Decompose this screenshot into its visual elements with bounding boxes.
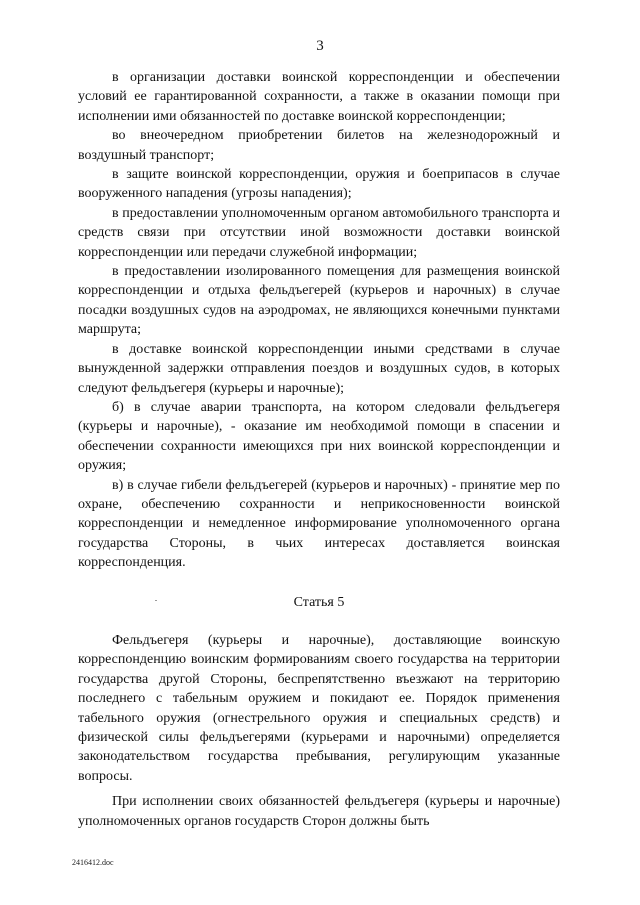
paragraph: в) в случае гибели фельдъегерей (курьеров и нарочных) - принятие мер по охране, обеспечению сохранности и неприкосновенности воинской корреспонденции и немедленное информирование уполномоченного органа государства Стороны, в чьих интересах доставляется воинская корреспонденция. xyxy=(78,477,560,571)
spacer xyxy=(78,573,560,593)
paragraph: б) в случае аварии транспорта, на котором следовали фельдъегеря (курьеры и нарочные), - оказание им необходимой помощи в спасении и обеспечении сохранности имеющихся при них воинской корреспонденции и оружия; xyxy=(78,399,560,474)
footer-filename: 2416412.doc xyxy=(72,858,114,867)
page-number: 3 xyxy=(316,38,324,54)
paragraph: в доставке воинской корреспонденции иными средствами в случае вынужденной задержки отправления поездов и воздушных судов, в которых следуют фельдъегеря (курьеры и нарочные); xyxy=(78,341,560,396)
paragraph: Фельдъегеря (курьеры и нарочные), доставляющие воинскую корреспонденцию воинским формированиям своего государства на территории государства другой Стороны, беспрепятственно въезжают на территорию последнего с табельным оружием и покидают ее. Порядок применения табельного оружия (огнестрельного оружия и специальных средств) и физической силы фельдъегерями (курьерами и нарочными) определяется законодательством государства пребывания, регулирующим указанные вопросы. xyxy=(78,632,560,784)
spacer xyxy=(78,612,560,631)
paragraph: в организации доставки воинской корреспонденции и обеспечении условий ее гарантированной сохранности, а также в оказании помощи при исполнении ими обязанностей по доставке воинской корреспонденции; xyxy=(78,70,560,124)
paragraph: во внеочередном приобретении билетов на железнодорожный и воздушный транспорт; xyxy=(78,128,560,163)
scan-speck xyxy=(155,600,157,601)
paragraph: в предоставлении изолированного помещения для размещения воинской корреспонденции и отдыха фельдъегерей (курьеров и нарочных) в случае посадки воздушных судов на аэродромах, не являющихся конечными пунктами маршрута; xyxy=(78,264,560,338)
article-heading: Статья 5 xyxy=(293,594,345,610)
paragraph: в предоставлении уполномоченным органом автомобильного транспорта и средств связи при отсутствии иной возможности доставки воинской корреспонденции или передачи служебной информации; xyxy=(78,205,560,260)
paragraph: в защите воинской корреспонденции, оружия и боеприпасов в случае вооруженного нападения (угрозы нападения); xyxy=(78,167,560,202)
body-text xyxy=(78,68,560,831)
paragraph: При исполнении своих обязанностей фельдъегеря (курьеры и нарочные) уполномоченных органов государств Сторон должны быть xyxy=(78,794,560,829)
